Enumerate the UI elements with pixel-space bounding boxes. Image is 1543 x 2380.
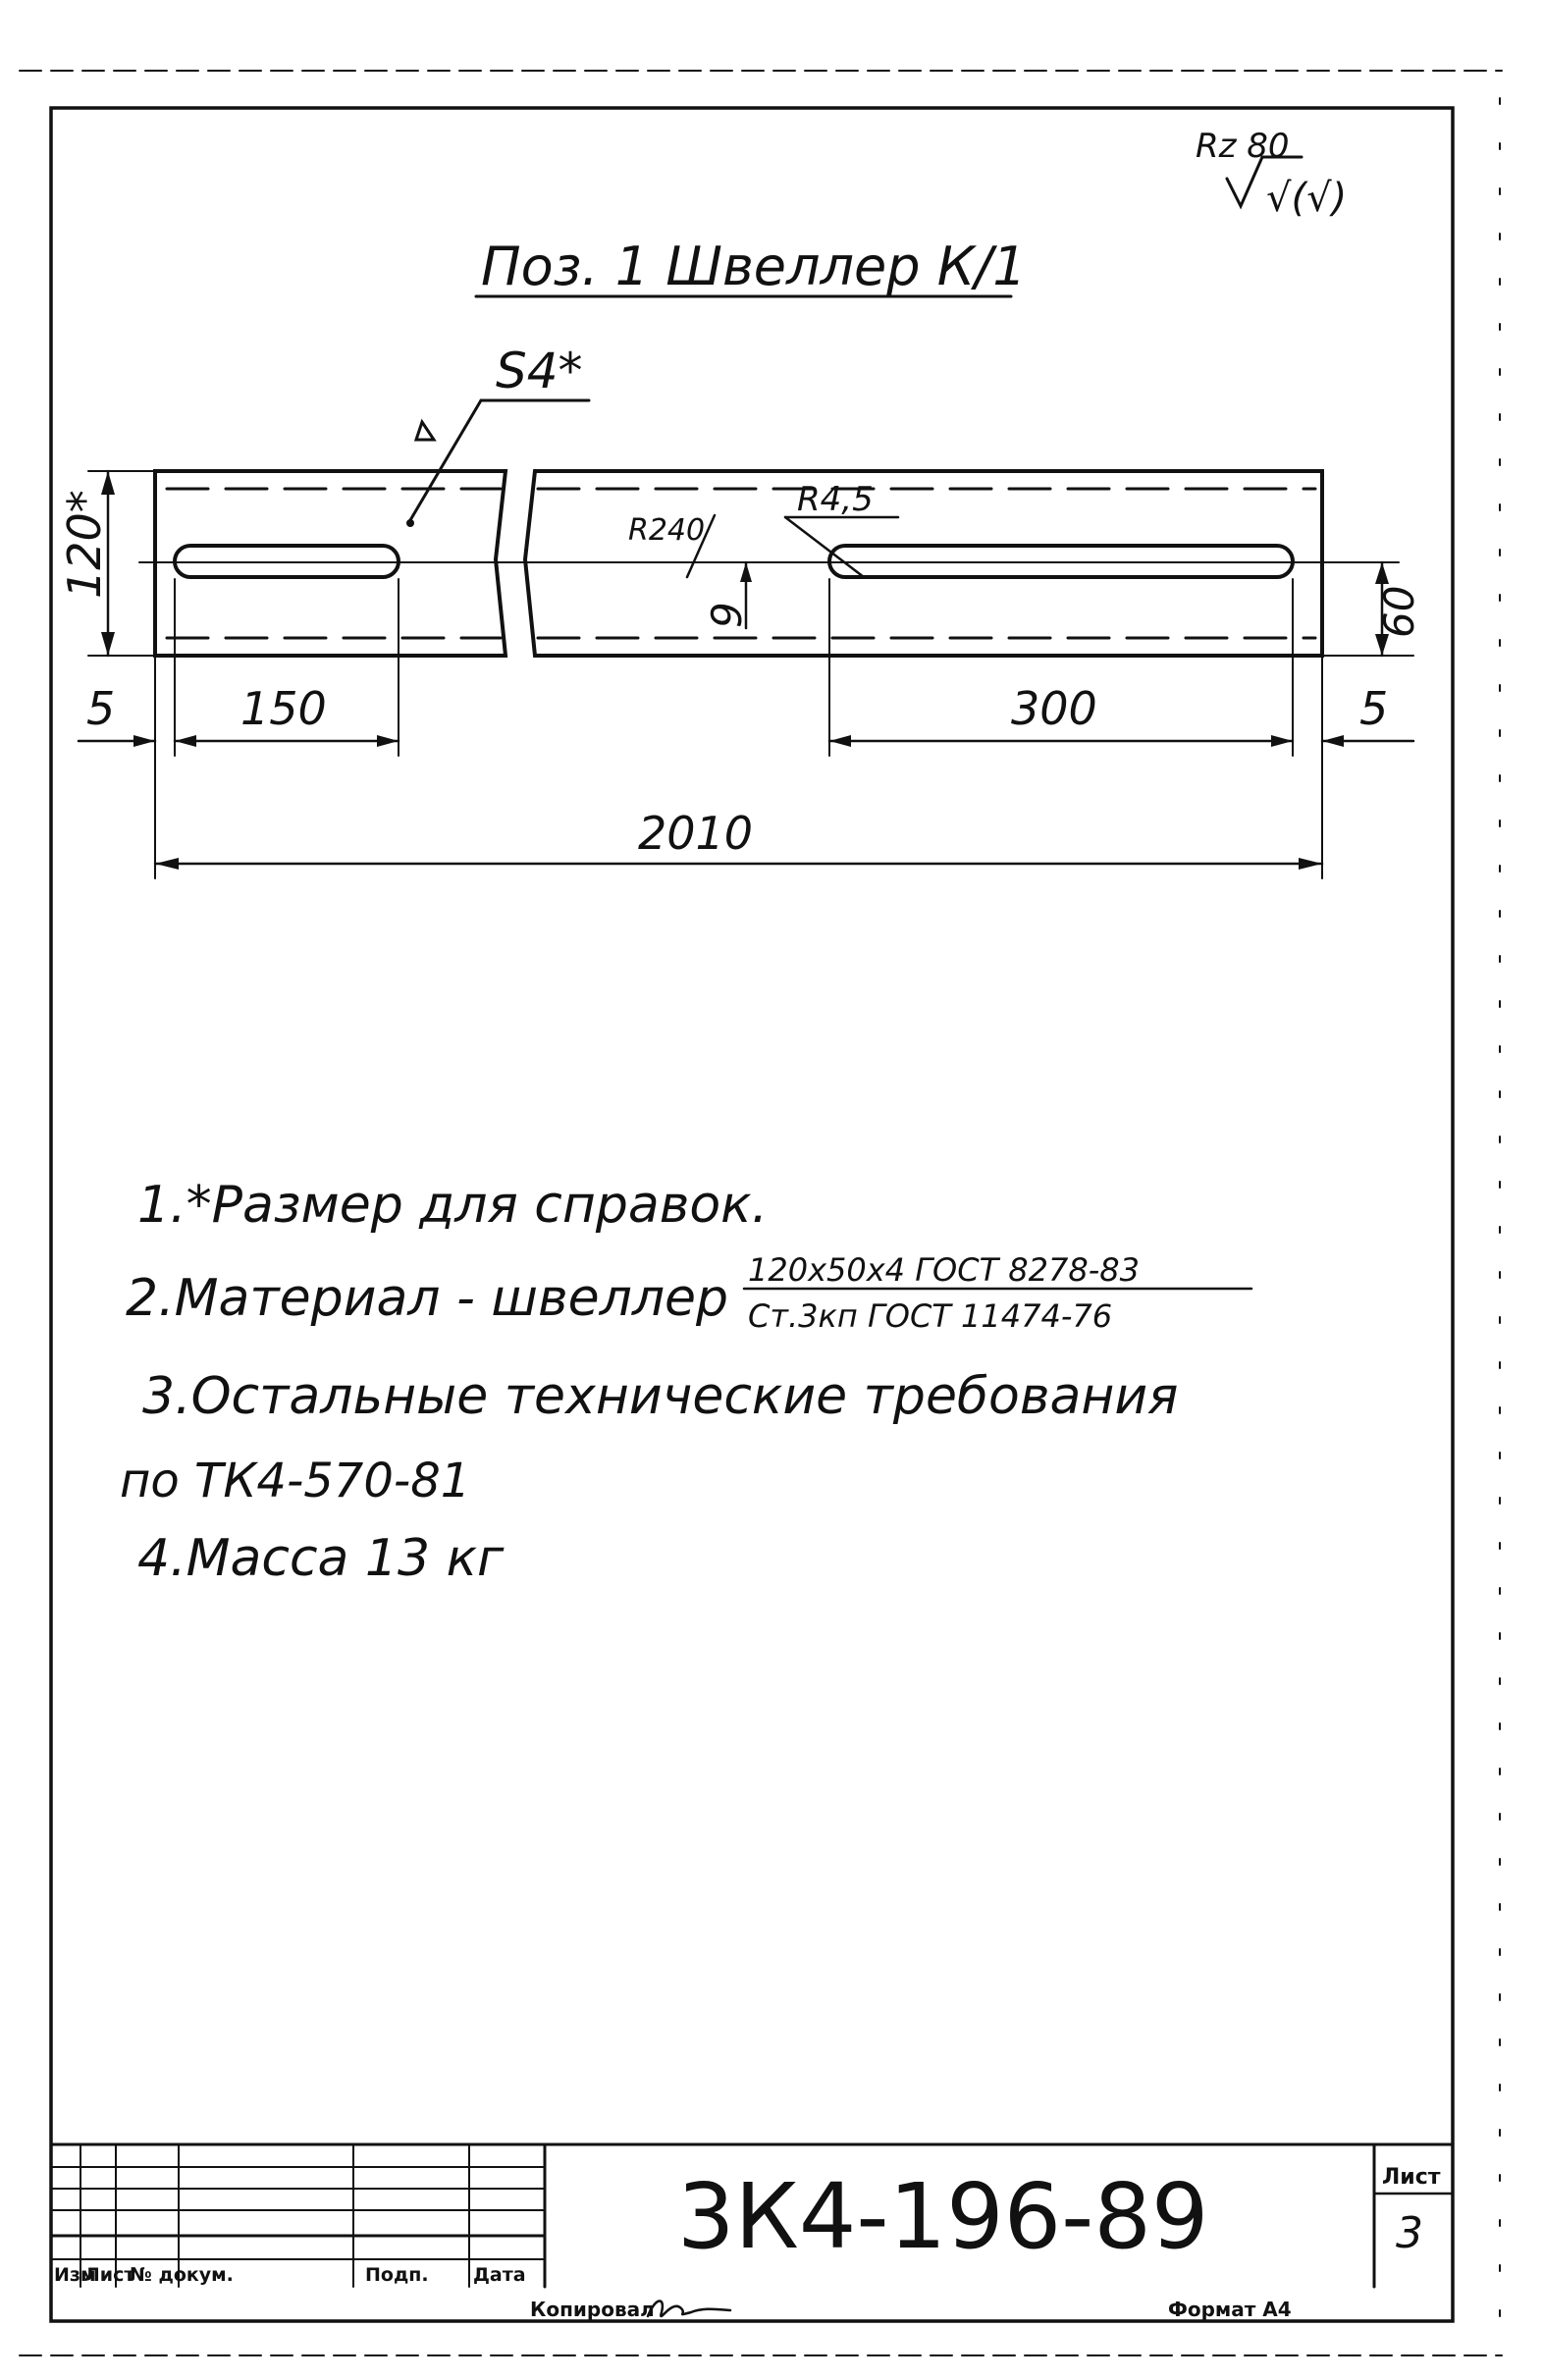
sheet-number: 3	[1396, 2208, 1423, 2258]
notes	[120, 1176, 1251, 1588]
format-label: Формат А4	[1168, 2298, 1292, 2321]
svg-text:№ докум.: № докум.	[130, 2264, 234, 2286]
svg-text:Дата: Дата	[473, 2264, 526, 2286]
document-number: 3К4-196-89	[677, 2164, 1209, 2269]
svg-text:5: 5	[1359, 682, 1389, 735]
svg-text:Поз. 1 Швеллер К/1: Поз. 1 Швеллер К/1	[481, 236, 1027, 297]
part-title	[476, 236, 1027, 297]
weld-leader	[406, 343, 589, 527]
svg-text:150: 150	[240, 682, 327, 735]
channel-outline	[139, 471, 1399, 656]
svg-text:60: 60	[1375, 585, 1423, 638]
svg-text:300: 300	[1011, 682, 1097, 735]
material-denominator: Ст.3кп ГОСТ 11474-76	[748, 1297, 1113, 1335]
dim-row-slots	[79, 682, 1413, 747]
leader-dot	[406, 519, 414, 527]
svg-text:√(√): √(√)	[1266, 176, 1348, 221]
svg-text:R4,5: R4,5	[797, 480, 874, 519]
dim-half-height	[1322, 562, 1423, 656]
note-3-continued: по ТК4-570-81	[120, 1454, 471, 1508]
svg-text:S4*: S4*	[496, 343, 583, 399]
title-block	[51, 2144, 1453, 2321]
sheet-label: Лист	[1382, 2165, 1441, 2190]
note-3: 3.Остальные технические требования	[142, 1367, 1179, 1426]
copier-signature	[648, 2301, 730, 2316]
note-4: 4.Масса 13 кг	[137, 1529, 505, 1588]
copied-label: Копировал	[530, 2298, 655, 2321]
svg-text:Лист: Лист	[84, 2264, 135, 2286]
dim-overall	[155, 807, 1322, 870]
svg-text:9: 9	[703, 602, 751, 628]
note-2: 2.Материал - швеллер	[126, 1269, 729, 1328]
svg-text:Изм: Изм	[54, 2264, 96, 2286]
dim-slot-offset	[703, 562, 752, 628]
svg-text:2010: 2010	[638, 807, 754, 860]
svg-text:5: 5	[86, 682, 116, 735]
roughness-symbol	[1196, 127, 1347, 221]
svg-text:120*: 120*	[58, 490, 111, 599]
svg-text:Rz 80: Rz 80	[1196, 127, 1290, 166]
note-1: 1.*Размер для справок.	[137, 1176, 769, 1235]
svg-text:R240: R240	[628, 513, 706, 548]
material-numerator: 120х50х4 ГОСТ 8278-83	[748, 1251, 1140, 1289]
svg-text:Подп.: Подп.	[365, 2264, 429, 2286]
